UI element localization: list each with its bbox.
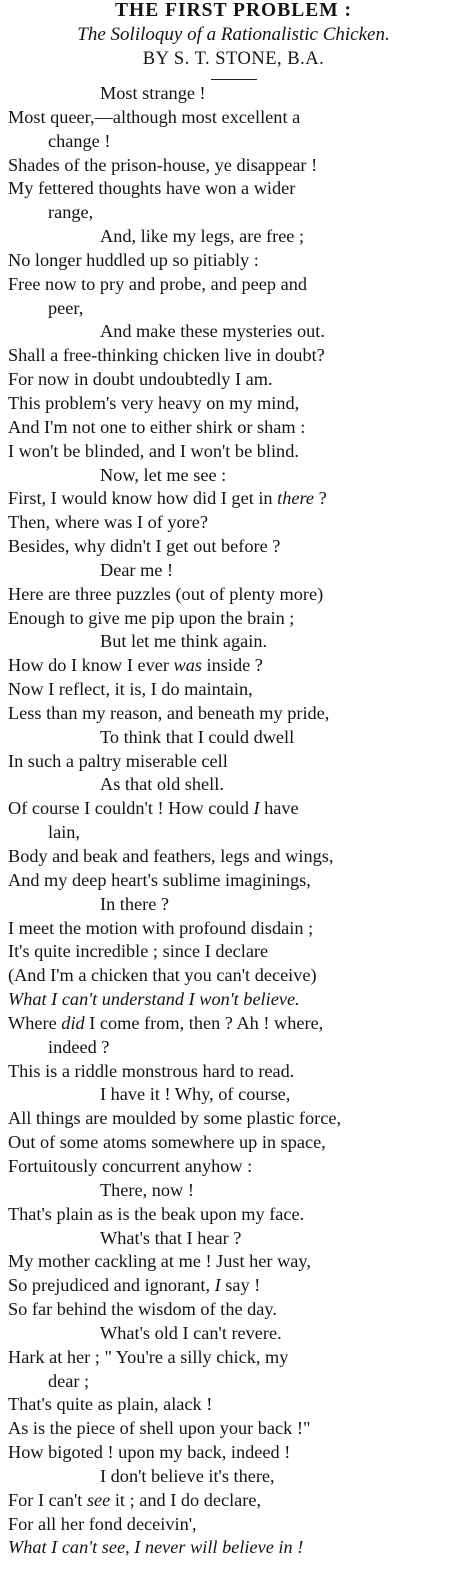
poem-line-text: I don't believe it's there, — [100, 1465, 275, 1486]
poem-line — [8, 869, 459, 893]
poem-line-text: Most strange ! — [100, 83, 206, 103]
article-title: THE FIRST PROBLEM : — [115, 0, 352, 21]
poem-line-text: it ; and I do declare, — [110, 1489, 262, 1510]
article-subtitle: The Soliloquy of a Rationalistic Chicken. — [77, 24, 390, 45]
poem-line-text: Now, let me see : — [100, 464, 227, 485]
poem-line — [8, 1489, 459, 1513]
poem-line — [8, 1131, 459, 1155]
poem-line — [8, 344, 459, 368]
poem-line-text: change ! — [48, 130, 111, 151]
poem-line-text: No longer huddled up so pitiably : — [8, 249, 259, 270]
poem-line-italic-text: I — [214, 1275, 221, 1296]
poem-line-text: My mother cackling at me ! Just her way, — [8, 1251, 311, 1272]
poem-line-text: Out of some atoms somewhere up in space, — [8, 1132, 326, 1153]
poem-line-text: And my deep heart's sublime imaginings, — [8, 869, 311, 890]
poem-line — [8, 535, 459, 559]
poem-line-italic-text: What I can't understand I won't believe. — [8, 989, 300, 1010]
poem-line — [8, 821, 459, 845]
poem-line-text: This is a riddle monstrous hard to read. — [8, 1060, 295, 1081]
poem-line-text: Here are three puzzles (out of plenty more) — [8, 583, 324, 604]
poem-line — [8, 917, 459, 941]
title-rule-divider — [211, 79, 257, 80]
poem-line-text: Most queer,—although most excellent a — [8, 106, 301, 127]
poem-line-italic-text: there — [277, 488, 315, 509]
poem-line-text: That's quite as plain, alack ! — [8, 1394, 213, 1415]
poem-line-text: As is the piece of shell upon your back !" — [8, 1418, 311, 1439]
poem-line — [8, 249, 459, 273]
poem-line — [8, 1250, 459, 1274]
poem-line-text: As that old shell. — [100, 774, 224, 795]
poem-line-text: And, like my legs, are free ; — [100, 226, 305, 247]
poem-line-text: So prejudiced and ignorant, — [8, 1275, 215, 1296]
poem-line-text: My fettered thoughts have won a wider — [8, 178, 296, 199]
poem-line — [8, 1298, 459, 1322]
poem-line-text: Free now to pry and probe, and peep and — [8, 273, 308, 294]
poem-line — [8, 1370, 459, 1394]
poem-line — [8, 1274, 459, 1298]
poem-line-italic-text: see — [86, 1489, 111, 1510]
poem-line — [8, 320, 459, 344]
poem-line — [8, 368, 459, 392]
poem-line — [8, 487, 459, 511]
poem-line-text: There, now ! — [100, 1179, 194, 1200]
poem-line — [8, 1465, 459, 1489]
poem-line-text: ? — [314, 488, 327, 509]
poem-line-text: indeed ? — [48, 1036, 110, 1057]
poem-line-text: I come from, then ? Ah ! where, — [84, 1012, 324, 1033]
poem-line-text: For now in doubt undoubtedly I am. — [8, 369, 273, 390]
poem-line — [8, 201, 459, 225]
poem-line-text: All things are moulded by some plastic force, — [8, 1108, 342, 1129]
poem-line-text: lain, — [48, 822, 80, 843]
poem-line-italic-text: I — [253, 798, 260, 819]
poem-line-text: Shall a free-thinking chicken live in doubt? — [8, 345, 325, 366]
poem-line-text: So far behind the wisdom of the day. — [8, 1299, 277, 1320]
poem-line — [8, 1441, 459, 1465]
poem-line-text: How bigoted ! upon my back, indeed ! — [8, 1442, 291, 1463]
poem-line — [8, 82, 459, 106]
poem-line-text: (And I'm a chicken that you can't deceive) — [8, 965, 317, 986]
poem-line — [8, 1012, 459, 1036]
poem-line-text: Where — [8, 1012, 62, 1033]
poem-line-text: Shades of the prison-house, ye disappear ! — [8, 154, 318, 175]
poem-line — [8, 797, 459, 821]
poem-line-text: In such a paltry miserable cell — [8, 750, 228, 771]
poem-line-text: First, I would know how did I get in — [8, 488, 278, 509]
poem-line-italic-text: was — [173, 655, 202, 676]
poem-body — [8, 82, 459, 1560]
poem-line-text: Dear me ! — [100, 559, 174, 580]
poem-line — [8, 297, 459, 321]
poem-line — [8, 773, 459, 797]
poem-line-text: Besides, why didn't I get out before ? — [8, 536, 281, 557]
poem-line-text: Then, where was I of yore? — [8, 512, 208, 533]
poem-line — [8, 1322, 459, 1346]
poem-line — [8, 416, 459, 440]
poem-line — [8, 130, 459, 154]
poem-line-italic-text: did — [61, 1012, 85, 1033]
poem-line — [8, 678, 459, 702]
poem-line-text: In there ? — [100, 893, 170, 914]
poem-line — [8, 273, 459, 297]
poem-line — [8, 392, 459, 416]
poem-line-text: And make these mysteries out. — [100, 321, 325, 342]
poem-line — [8, 940, 459, 964]
poem-line-text: Enough to give me pip upon the brain ; — [8, 607, 295, 628]
poem-line — [8, 1393, 459, 1417]
poem-line — [8, 511, 459, 535]
article-byline: BY S. T. STONE, B.A. — [142, 49, 325, 69]
poem-line-text: But let me think again. — [100, 631, 268, 652]
poem-line — [8, 1036, 459, 1060]
poem-line — [8, 225, 459, 249]
poem-line-text: This problem's very heavy on my mind, — [8, 392, 300, 413]
poem-line-text: To think that I could dwell — [100, 726, 295, 747]
poem-line-text: Of course I couldn't ! How could — [8, 798, 254, 819]
poem-line — [8, 654, 459, 678]
poem-line — [8, 1417, 459, 1441]
poem-line-text: For all her fond deceivin', — [8, 1513, 197, 1534]
poem-line — [8, 154, 459, 178]
poem-line — [8, 1203, 459, 1227]
poem-line — [8, 177, 459, 201]
poem-line — [8, 1179, 459, 1203]
poem-line — [8, 1155, 459, 1179]
poem-line-text: I meet the motion with profound disdain ; — [8, 917, 314, 938]
poem-line-text: have — [259, 798, 299, 819]
poem-line-text: I have it ! Why, of course, — [100, 1084, 291, 1105]
poem-line — [8, 893, 459, 917]
poem-line-text: range, — [48, 202, 94, 223]
poem-line — [8, 106, 459, 130]
poem-line-text: It's quite incredible ; since I declare — [8, 941, 269, 962]
poem-line — [8, 845, 459, 869]
poem-line-text: Now I reflect, it is, I do maintain, — [8, 679, 253, 700]
poem-line-text: What's that I hear ? — [100, 1227, 242, 1248]
poem-line-text: inside ? — [201, 655, 263, 676]
poem-line — [8, 964, 459, 988]
poem-line-text: say ! — [220, 1275, 261, 1296]
poem-line — [8, 583, 459, 607]
poem-line-text: And I'm not one to either shirk or sham : — [8, 416, 306, 437]
poem-line — [8, 1536, 459, 1560]
poem-line — [8, 1060, 459, 1084]
poem-line-text: Hark at her ; " You're a silly chick, my — [8, 1346, 289, 1367]
poem-line-text: I won't be blinded, and I won't be blind. — [8, 440, 299, 461]
poem-line — [8, 1513, 459, 1537]
poem-line — [8, 1227, 459, 1251]
poem-line — [8, 559, 459, 583]
poem-line-text: Less than my reason, and beneath my pride, — [8, 702, 330, 723]
poem-line — [8, 1107, 459, 1131]
poem-line-italic-text: What I can't see, I never will believe in ! — [8, 1537, 304, 1558]
poem-line — [8, 1083, 459, 1107]
poem-line — [8, 630, 459, 654]
poem-line — [8, 702, 459, 726]
poem-line-text: Body and beak and feathers, legs and wings, — [8, 846, 334, 866]
poem-line-text: How do I know I ever — [8, 655, 174, 676]
poem-line — [8, 464, 459, 488]
poem-line-text: That's plain as is the beak upon my face. — [8, 1203, 305, 1224]
poem-line-text: peer, — [48, 297, 84, 318]
poem-line — [8, 988, 459, 1012]
poem-line — [8, 1346, 459, 1370]
poem-line — [8, 750, 459, 774]
poem-line-text: For I can't — [8, 1489, 87, 1510]
poem-line-text: What's old I can't revere. — [100, 1322, 282, 1343]
poem-line — [8, 726, 459, 750]
poem-line-text: Fortuitously concurrent anyhow : — [8, 1155, 253, 1176]
poem-line — [8, 440, 459, 464]
poem-line-text: dear ; — [48, 1370, 90, 1391]
poem-line — [8, 607, 459, 631]
